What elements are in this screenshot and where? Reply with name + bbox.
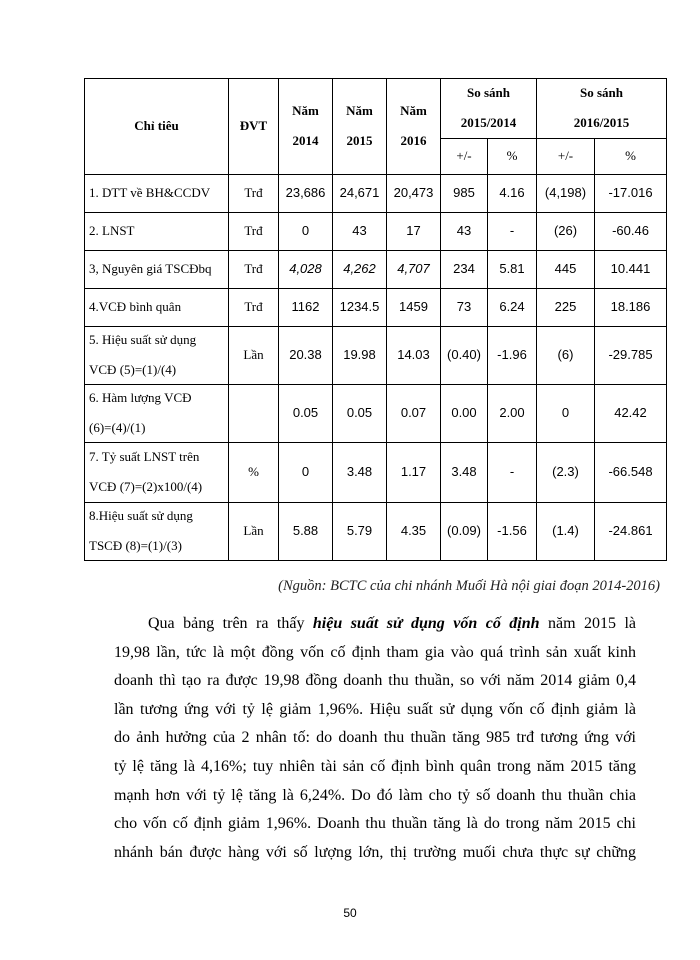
paragraph-line: do ảnh hưởng của 2 nhân tố: do doanh thu thuần tăng 985 trđ tương ứng với [114, 729, 636, 747]
page-number: 50 [343, 906, 357, 920]
header-compare-2015-2014: So sánh 2015/2014 [441, 79, 537, 139]
cell-2016: 17 [387, 213, 441, 251]
cell-diff-2: (6) [537, 327, 595, 385]
row-label: 7. Tỷ suất LNST trên VCĐ (7)=(2)x100/(4) [85, 443, 229, 503]
cell-2016: 4.35 [387, 503, 441, 561]
cell-2016: 0.07 [387, 385, 441, 443]
cell-2015: 1234.5 [333, 289, 387, 327]
row-unit: Trđ [229, 175, 279, 213]
cell-2014: 0 [279, 213, 333, 251]
cell-pct-2: -66.548 [595, 443, 667, 503]
row-label: 2. LNST [85, 213, 229, 251]
cell-pct-2: -60.46 [595, 213, 667, 251]
table-row [85, 385, 667, 443]
emphasis-phrase: hiệu suất sử dụng vốn cố định [312, 615, 540, 632]
table-row [85, 289, 667, 327]
header-year-2016: Năm 2016 [387, 79, 441, 175]
header-year-2015: Năm 2015 [333, 79, 387, 175]
header-pct-2: % [595, 139, 667, 175]
header-diff-2: +/- [537, 139, 595, 175]
cell-2016: 20,473 [387, 175, 441, 213]
cell-pct-1: 4.16 [488, 175, 537, 213]
cell-2016: 4,707 [387, 251, 441, 289]
table-row [85, 213, 667, 251]
cell-diff-1: 73 [441, 289, 488, 327]
cell-diff-1: (0.40) [441, 327, 488, 385]
cell-2015: 0.05 [333, 385, 387, 443]
cell-2015: 43 [333, 213, 387, 251]
table-row [85, 503, 667, 561]
cell-diff-2: (4,198) [537, 175, 595, 213]
header-row [85, 79, 667, 139]
cell-pct-1: 6.24 [488, 289, 537, 327]
row-unit [229, 385, 279, 443]
cell-diff-2: 225 [537, 289, 595, 327]
cell-pct-2: -29.785 [595, 327, 667, 385]
cell-diff-2: (26) [537, 213, 595, 251]
row-label: 5. Hiệu suất sử dụng VCĐ (5)=(1)/(4) [85, 327, 229, 385]
row-label: 6. Hàm lượng VCĐ (6)=(4)/(1) [85, 385, 229, 443]
cell-pct-1: -1.56 [488, 503, 537, 561]
cell-2016: 14.03 [387, 327, 441, 385]
cell-2014: 23,686 [279, 175, 333, 213]
cell-pct-1: 2.00 [488, 385, 537, 443]
cell-diff-2: (2.3) [537, 443, 595, 503]
cell-2016: 1.17 [387, 443, 441, 503]
paragraph-line: mạnh hơn với tỷ lệ tăng là 6,24%. Do đó làm cho tỷ số doanh thu thuần chia [114, 786, 636, 804]
row-unit: Trđ [229, 213, 279, 251]
paragraph-line: 19,98 lần, tức là một đồng vốn cố định tham gia vào quá trình sản xuất kinh [114, 643, 636, 661]
row-unit: Trđ [229, 251, 279, 289]
table-row [85, 175, 667, 213]
cell-diff-1: 3.48 [441, 443, 488, 503]
paragraph-line: cho vốn cố định giảm 1,96%. Doanh thu thuần tăng là do trong năm 2015 chi [114, 815, 636, 833]
cell-pct-2: 18.186 [595, 289, 667, 327]
cell-2015: 19.98 [333, 327, 387, 385]
row-unit: % [229, 443, 279, 503]
cell-diff-1: 43 [441, 213, 488, 251]
table-row [85, 251, 667, 289]
row-unit: Lần [229, 327, 279, 385]
header-chi-tieu: Chỉ tiêu [85, 79, 229, 175]
cell-2015: 24,671 [333, 175, 387, 213]
cell-pct-2: -17.016 [595, 175, 667, 213]
row-label: 1. DTT về BH&CCDV [85, 175, 229, 213]
row-unit: Trđ [229, 289, 279, 327]
cell-pct-1: - [488, 213, 537, 251]
paragraph-line: tỷ lệ tăng là 4,16%; tuy nhiên tài sản cố định bình quân trong năm 2015 tăng [114, 757, 636, 775]
cell-2015: 3.48 [333, 443, 387, 503]
cell-diff-2: 445 [537, 251, 595, 289]
row-label: 4.VCĐ bình quân [85, 289, 229, 327]
cell-diff-2: 0 [537, 385, 595, 443]
cell-diff-2: (1.4) [537, 503, 595, 561]
cell-diff-1: 985 [441, 175, 488, 213]
cell-2014: 0 [279, 443, 333, 503]
cell-pct-1: - [488, 443, 537, 503]
row-label: 8.Hiệu suất sử dụng TSCĐ (8)=(1)/(3) [85, 503, 229, 561]
cell-2015: 5.79 [333, 503, 387, 561]
cell-diff-1: 0.00 [441, 385, 488, 443]
header-dvt: ĐVT [229, 79, 279, 175]
row-label: 3, Nguyên giá TSCĐbq [85, 251, 229, 289]
header-compare-2016-2015: So sánh 2016/2015 [537, 79, 667, 139]
cell-pct-1: 5.81 [488, 251, 537, 289]
row-unit: Lần [229, 503, 279, 561]
paragraph-line: doanh thì tạo ra được 19,98 đồng doanh thu thuần, so với năm 2014 giảm 0,4 [114, 672, 636, 690]
cell-2014: 4,028 [279, 251, 333, 289]
paragraph-line: lần tương ứng với tỷ lệ giảm 1,96%. Hiệu suất sử dụng vốn cố định giảm là [114, 700, 636, 718]
comparison-table [84, 78, 667, 561]
cell-diff-1: (0.09) [441, 503, 488, 561]
header-diff-1: +/- [441, 139, 488, 175]
cell-pct-1: -1.96 [488, 327, 537, 385]
cell-diff-1: 234 [441, 251, 488, 289]
paragraph-line: Qua bảng trên ra thấy hiệu suất sử dụng vốn cố định năm 2015 là [148, 615, 637, 632]
table-row [85, 327, 667, 385]
table-row [85, 443, 667, 503]
cell-2014: 20.38 [279, 327, 333, 385]
analysis-paragraph [114, 610, 636, 867]
cell-2016: 1459 [387, 289, 441, 327]
cell-2015: 4,262 [333, 251, 387, 289]
header-year-2014: Năm 2014 [279, 79, 333, 175]
cell-pct-2: 42.42 [595, 385, 667, 443]
cell-2014: 5.88 [279, 503, 333, 561]
header-pct-1: % [488, 139, 537, 175]
cell-pct-2: 10.441 [595, 251, 667, 289]
cell-pct-2: -24.861 [595, 503, 667, 561]
cell-2014: 1162 [279, 289, 333, 327]
cell-2014: 0.05 [279, 385, 333, 443]
table-source-note: (Nguồn: BCTC của chi nhánh Muối Hà nội giai đoạn 2014-2016) [278, 578, 660, 594]
paragraph-line: nhánh bán được hàng với số lượng lớn, thị trường muối chưa thực sự chững [114, 843, 636, 861]
